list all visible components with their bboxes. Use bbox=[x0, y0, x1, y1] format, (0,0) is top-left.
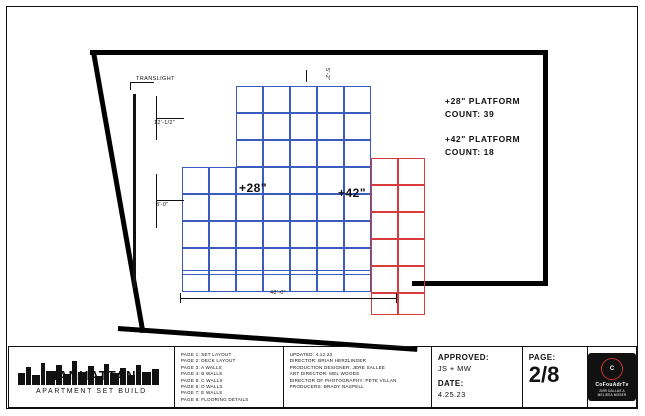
legend-item-1-name: +42" PLATFORM bbox=[445, 134, 521, 144]
platform-cell bbox=[344, 270, 371, 292]
legend-item-1-count: COUNT: 18 bbox=[445, 147, 495, 157]
credits-cell bbox=[284, 347, 432, 407]
platform-cell bbox=[398, 293, 425, 315]
credit-line: DIRECTOR OF PHOTOGRAPHY: PETE VILLAN bbox=[289, 377, 397, 383]
page-index-item: PAGE 2: DECK LAYOUT bbox=[180, 358, 236, 364]
platform-cell bbox=[263, 167, 290, 194]
page-index-item: PAGE 7: E WALLS bbox=[180, 390, 223, 396]
platform-cell bbox=[344, 221, 371, 248]
dim-left-upper-line bbox=[156, 118, 184, 119]
credit-line: UPDATED: 4.12.23 bbox=[289, 352, 333, 357]
stamp-ring-icon bbox=[601, 358, 623, 380]
page-index-item: PAGE 3: A WALLS bbox=[180, 364, 222, 370]
floor-plan bbox=[8, 8, 637, 326]
platform-cell bbox=[371, 293, 398, 315]
company-stamp-cell bbox=[588, 347, 636, 407]
platform-cell bbox=[182, 221, 209, 248]
platform-cell bbox=[290, 270, 317, 292]
platform-cell bbox=[317, 86, 344, 113]
approved-heading: APPROVED: bbox=[437, 353, 490, 362]
dim-bottom-label: 48'-0" bbox=[270, 290, 286, 296]
credit-line: DIRECTOR: BRIAN HERZLINGER bbox=[289, 358, 367, 364]
platform-cell bbox=[371, 266, 398, 293]
platform-cell bbox=[182, 270, 209, 292]
platform-cell bbox=[263, 86, 290, 113]
platform-cell bbox=[263, 140, 290, 167]
dim-bottom-line bbox=[180, 298, 396, 299]
page-index-item: PAGE 1: SET LAYOUT bbox=[180, 352, 232, 357]
skyline-icon bbox=[16, 359, 166, 385]
dim-top-right-label: 5'-2" bbox=[324, 68, 330, 81]
platform-cell bbox=[290, 113, 317, 140]
dim-top-tick bbox=[306, 70, 307, 82]
platform-cell bbox=[209, 270, 236, 292]
page-index-cell bbox=[175, 347, 284, 407]
page-heading: PAGE: bbox=[528, 353, 556, 362]
platform-cell bbox=[263, 221, 290, 248]
credit-line: PRODUCERS: BRADY NASPELL bbox=[289, 384, 365, 390]
dim-left-upper-label: 12'-1/2" bbox=[154, 120, 175, 126]
credit-line: ART DIRECTOR: MEL WOODS bbox=[289, 371, 360, 377]
date-heading: DATE: bbox=[437, 379, 464, 388]
legend-item-0-name: +28" PLATFORM bbox=[445, 96, 521, 106]
logo-cell bbox=[9, 347, 175, 407]
legend-item-0-count: COUNT: 39 bbox=[445, 109, 495, 119]
stamp-line-1: CoFouAdrTv bbox=[595, 381, 629, 388]
platform-cell bbox=[371, 185, 398, 212]
dim-bottom-tick-left bbox=[180, 293, 181, 303]
platform-cell bbox=[236, 113, 263, 140]
platform-cell bbox=[263, 194, 290, 221]
dim-bottom-tick-right bbox=[396, 293, 397, 303]
platform-cell bbox=[398, 239, 425, 266]
platform-cell bbox=[290, 86, 317, 113]
platform-cell bbox=[209, 194, 236, 221]
platform-cell bbox=[317, 270, 344, 292]
platform-cell bbox=[317, 113, 344, 140]
platform-42-label: +42" bbox=[338, 186, 367, 200]
platform-28-label: +28" bbox=[239, 181, 268, 195]
logo-subtitle: APARTMENT SET BUILD bbox=[36, 388, 147, 395]
platform-cell bbox=[263, 270, 290, 292]
platform-cell bbox=[236, 270, 263, 292]
page-index-item: PAGE 8: FLOORING DETAILS bbox=[180, 396, 249, 402]
translight-leader-line bbox=[130, 82, 154, 83]
platform-cell bbox=[236, 221, 263, 248]
platform-cell bbox=[182, 194, 209, 221]
stamp-mark: C bbox=[609, 365, 615, 372]
platform-cell bbox=[398, 158, 425, 185]
platform-cell bbox=[371, 158, 398, 185]
company-stamp bbox=[588, 353, 636, 401]
credit-line: PRODUCTION DESIGNER: JERE SALLEE bbox=[289, 364, 386, 370]
platform-cell bbox=[290, 221, 317, 248]
translight-wall bbox=[133, 94, 136, 288]
page-index-item: PAGE 6: D WALLS bbox=[180, 384, 223, 390]
stamp-line-3: MELISSA MOSER bbox=[597, 392, 627, 397]
translight-leader-tick bbox=[130, 82, 131, 90]
stamp-line-2: 2099 DALLAS A bbox=[599, 388, 625, 393]
page-number: 2/8 bbox=[528, 362, 560, 387]
platform-cell bbox=[398, 266, 425, 293]
translight-label: TRANSLIGHT bbox=[136, 76, 175, 82]
platform-cell bbox=[236, 140, 263, 167]
approval-cell bbox=[432, 347, 523, 407]
dim-left-upper-tick bbox=[156, 96, 157, 140]
platform-cell bbox=[371, 212, 398, 239]
platform-cell bbox=[371, 239, 398, 266]
platform-cell bbox=[290, 140, 317, 167]
platform-cell bbox=[209, 167, 236, 194]
platform-cell bbox=[290, 194, 317, 221]
dim-left-lower-line bbox=[156, 200, 184, 201]
set-wall-right bbox=[543, 50, 548, 286]
platform-cell bbox=[344, 86, 371, 113]
title-block bbox=[8, 346, 637, 408]
platform-cell bbox=[398, 212, 425, 239]
set-wall-left-angled bbox=[91, 52, 145, 334]
set-wall-bottom bbox=[412, 281, 548, 286]
platform-cell bbox=[209, 221, 236, 248]
platform-cell bbox=[344, 140, 371, 167]
platform-cell bbox=[290, 167, 317, 194]
platform-cell bbox=[398, 185, 425, 212]
logo-wordmark: MANHATTAN bbox=[46, 368, 137, 383]
page-number-cell bbox=[523, 347, 588, 407]
page-index-item: PAGE 5: C WALLS bbox=[180, 377, 223, 383]
dim-left-lower-tick bbox=[156, 174, 157, 228]
platform-cell bbox=[344, 113, 371, 140]
platform-cell bbox=[236, 194, 263, 221]
platform-cell bbox=[236, 86, 263, 113]
dim-left-lower-label: 8'-0" bbox=[156, 202, 169, 208]
date-value: 4.25.23 bbox=[437, 390, 466, 399]
platform-cell bbox=[182, 167, 209, 194]
platform-cell bbox=[317, 221, 344, 248]
platform-cell bbox=[317, 140, 344, 167]
page-index-item: PAGE 4: B WALLS bbox=[180, 371, 223, 377]
approved-value: JS + MW bbox=[437, 364, 472, 373]
platform-cell bbox=[263, 113, 290, 140]
set-wall-top bbox=[90, 50, 548, 55]
